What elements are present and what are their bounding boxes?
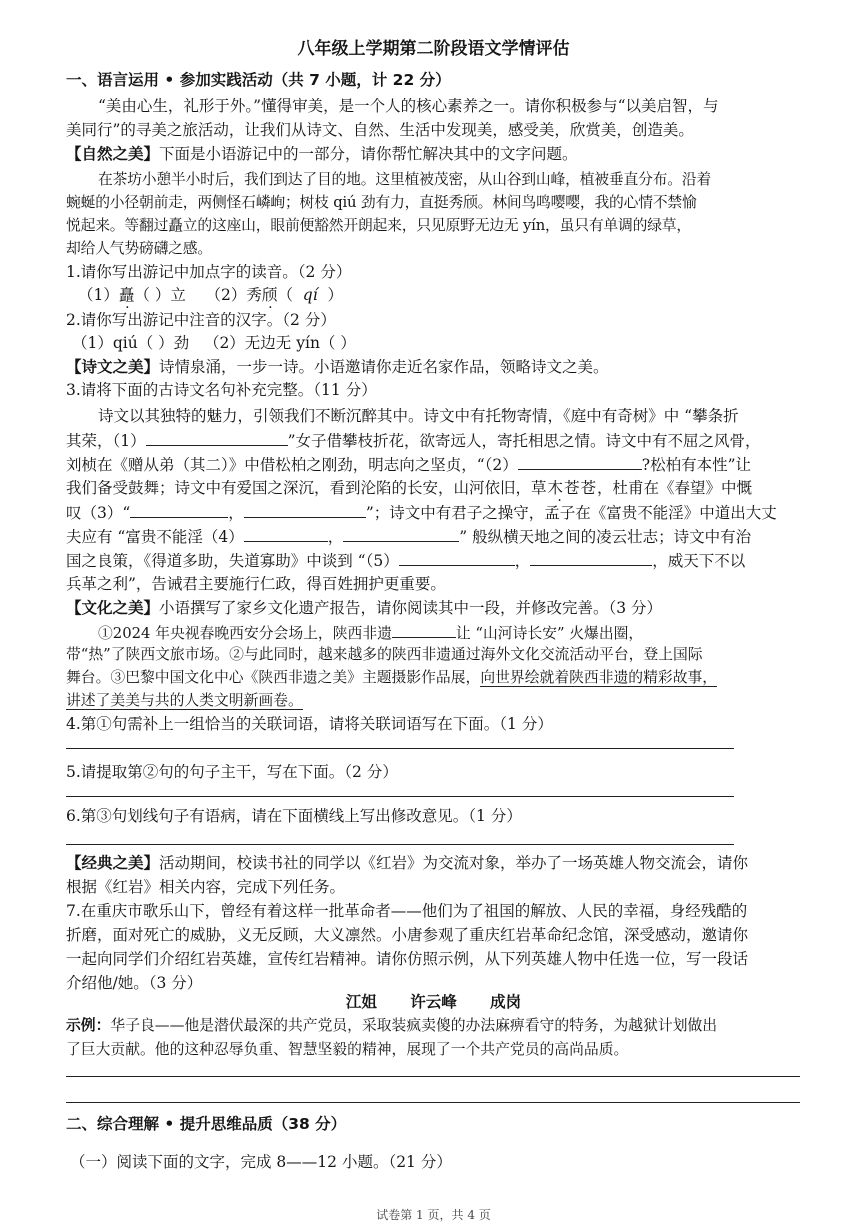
- q1-item-1-blank[interactable]: （ ）立: [134, 286, 186, 304]
- travel-line-4: 却给人气势磅礴之感。: [66, 240, 212, 257]
- nature-prompt: [66, 144, 578, 164]
- q1-item-1-label: （1）: [78, 286, 119, 304]
- q3-line-6-tail: ” 般纵横天地之间的凌云壮志；诗文中有治: [459, 528, 752, 546]
- culture-underlined-sentence: 向世界绘就着陕西非遗的精彩故事，: [480, 669, 718, 686]
- q1-handwritten-answer[interactable]: qí: [302, 286, 318, 304]
- q7-line-3: 一起向同学们介绍红岩英雄，宣传红岩精神。请你仿照示例，从下列英雄人物中任选一位，写一段话: [66, 950, 749, 968]
- example-line-2: 了巨大贡献。他的这种忍辱负重、智慧坚毅的精神，展现了一个共产党员的高尚品质。: [66, 1041, 629, 1058]
- q2-item-2[interactable]: （2）无边无 yín（ ）: [203, 334, 356, 352]
- question-3: 3.请将下面的古诗文名句补充完整。（11 分）: [66, 381, 377, 399]
- q7-answer-line-1[interactable]: [66, 1076, 800, 1077]
- culture-underlined-sentence-end: 讲述了美美与共的人类文明新画卷。: [66, 692, 303, 709]
- q3-line-3-text: 刘桢在《赠从弟（其二）》中借松柏之刚劲，明志向之坚贞，“（2）: [66, 456, 518, 474]
- q3-comma: ，: [514, 552, 531, 570]
- classic-text: 活动期间，校读书社的同学以《红岩》为交流对象，举办了一场英雄人物交流会，请你: [159, 854, 749, 872]
- q3-line-1: 诗文以其独特的魅力，引领我们不断沉醉其中。诗文中有托物寄情，《庭中有奇树》中 “攀条折: [98, 407, 739, 425]
- q4-answer-line[interactable]: [66, 748, 734, 749]
- q6-answer-line[interactable]: [66, 844, 734, 845]
- q7-line-4: 介绍他/她。（3 分）: [66, 974, 203, 992]
- q3-blank-5b[interactable]: [530, 550, 652, 566]
- q3-line-4-text: 我们备受鼓舞；诗文中有爱国之深沉，看到沦陷的长安，山河依旧，: [66, 479, 532, 497]
- travel-line-2: 蜿蜒的小径朝前走，两侧怪石嶙峋；树枝 qiú 劲有力，直挺秀颀。林间鸟鸣嘤嘤，我的心情不禁愉: [66, 194, 697, 211]
- culture-line-4: [66, 691, 303, 711]
- culture-text: 小语撰写了家乡文化遗产报告，请你阅读其中一段，并修改完善。（3 分）: [159, 599, 663, 617]
- q1-item-1-char: 矗: [118, 286, 135, 304]
- question-6: 6.第③句划线句子有语病，请在下面横线上写出修改意见。（1 分）: [66, 807, 522, 825]
- q3-line-3-tail: ?松柏有本性”让: [641, 456, 752, 474]
- q7-line-1: 7.在重庆市歌乐山下，曾经有着这样一批革命者——他们为了祖国的解放、人民的幸福，身经残酷的: [66, 902, 748, 920]
- intro-line-1: “美由心生，礼形于外。”懂得审美，是一个人的核心素养之一。请你积极参与“以美启智，与: [98, 97, 719, 115]
- section2-sub: （一）阅读下面的文字，完成 8——12 小题。（21 分）: [70, 1153, 452, 1171]
- question-4: 4.第①句需补上一组恰当的关联词语，请将关联词语写在下面。（1 分）: [66, 715, 553, 733]
- q7-line-2: 折磨，面对死亡的威胁，义无反顾，大义凛然。小唐参观了重庆红岩革命纪念馆，深受感动，邀请你: [66, 926, 749, 944]
- culture-line-3-text: 舞台。③巴黎中国文化中心《陕西非遗之美》主题摄影作品展，: [66, 669, 481, 686]
- q3-blank-2[interactable]: [518, 454, 642, 470]
- example-tag: 示例：: [66, 1017, 111, 1034]
- classic-line-2: 根据《红岩》相关内容，完成下列任务。: [66, 878, 346, 896]
- q3-line-5: [66, 502, 777, 523]
- q3-blank-5a[interactable]: [399, 550, 515, 566]
- q3-line-2-text: ”女子借攀枝折花，欲寄远人，寄托相思之情。诗文中有不屈之风骨，: [287, 432, 761, 450]
- classic-prompt: [66, 853, 748, 873]
- q3-line-3: [66, 454, 751, 475]
- travel-line-3: 悦起来。等翻过矗立的这座山，眼前便豁然开朗起来，只见原野无边无 yín，虽只有单调的绿草，: [66, 217, 692, 234]
- q3-line-4: [66, 478, 752, 498]
- q1-item-2-label: （2）秀: [205, 286, 262, 304]
- hero-options: 江姐 许云峰 成岗: [345, 993, 522, 1011]
- culture-line-1-text: ①2024 年央视春晚西安分会场上，陕西非遗: [98, 625, 392, 642]
- q2-answer-row: [72, 333, 356, 353]
- q3-blank-5-label: 国之良策，《得道多助，失道寡助》中谈到 “（5）: [66, 552, 399, 570]
- q3-line-2: [66, 430, 761, 451]
- culture-blank[interactable]: [392, 622, 456, 638]
- culture-line-3: [66, 668, 717, 688]
- section1-heading: 一、语言运用 • 参加实践活动（共 7 小题，计 22 分）: [66, 71, 451, 89]
- q3-blank-4-label: 夫应有 “富贵不能淫（4）: [66, 528, 244, 546]
- q3-comma: ，: [228, 504, 244, 522]
- q3-blank-3a[interactable]: [130, 502, 228, 518]
- poem-prompt: [66, 357, 609, 377]
- q3-line-5-tail: ”；诗文中有君子之操守，孟子在《富贵不能淫》中道出大丈: [365, 504, 777, 522]
- travel-line-1: 在茶坊小憩半小时后，我们到达了目的地。这里植被茂密，从山谷到山峰，植被垂直分布。沿着: [98, 171, 712, 188]
- q3-line-6: [66, 526, 751, 547]
- q3-line-4-tail: ，杜甫在《春望》中慨: [597, 479, 753, 497]
- q3-comma: ，: [327, 528, 344, 546]
- q3-blank-4b[interactable]: [343, 526, 459, 542]
- poem-text: 诗情泉涌，一步一诗。小语邀请你走近名家作品，领略诗文之美。: [159, 358, 609, 376]
- q2-item-1[interactable]: （1）qiú（ ）劲: [72, 334, 190, 352]
- q3-line-7-tail: ，威天下不以: [652, 552, 746, 570]
- page-footer: 试卷第 1 页，共 4 页: [376, 1208, 491, 1222]
- nature-text: 下面是小语游记中的一部分，请你帮忙解决其中的文字问题。: [159, 145, 578, 163]
- q3-blank-1-label: 其荣，（1）: [66, 432, 146, 450]
- q5-answer-line[interactable]: [66, 796, 734, 797]
- q3-blank-3b[interactable]: [244, 502, 366, 518]
- q1-answer-row: （1）矗（ ）立 （2）秀颀（ qí ）: [78, 286, 344, 304]
- nature-tag: 【自然之美】: [66, 145, 160, 163]
- q3-line-8: 兵革之利”，告诫君主要施行仁政，得百姓拥护更重要。: [66, 575, 446, 593]
- question-5: 5.请提取第②句的句子主干，写在下面。（2 分）: [66, 763, 398, 781]
- q3-line-7: [66, 550, 745, 571]
- q3-blank-3-label: 叹（3）“: [66, 504, 131, 522]
- poem-tag: 【诗文之美】: [66, 358, 160, 376]
- example-line-1: [66, 1016, 717, 1036]
- culture-line-1: [98, 622, 643, 644]
- intro-line-2: 美同行”的寻美之旅活动，让我们从诗文、自然、生活中发现美，感受美，欣赏美，创造美。: [66, 121, 694, 139]
- q7-answer-line-2[interactable]: [66, 1102, 800, 1103]
- question-2: 2.请你写出游记中注音的汉字。（2 分）: [66, 311, 336, 329]
- q3-blank-1[interactable]: [146, 430, 288, 446]
- q1-item-2-char: 颀: [261, 286, 278, 304]
- page-title: 八年级上学期第二阶段语文学情评估: [297, 39, 570, 59]
- culture-tag: 【文化之美】: [66, 599, 160, 617]
- culture-prompt: [66, 598, 662, 618]
- classic-tag: 【经典之美】: [66, 854, 160, 872]
- q3-blank-4a[interactable]: [244, 526, 328, 542]
- question-1: 1.请你写出游记中加点字的读音。（2 分）: [66, 263, 352, 281]
- culture-line-1-tail: 让 “山河诗长安” 火爆出圈，: [455, 625, 644, 642]
- section2-heading: 二、综合理解 • 提升思维品质（38 分）: [66, 1115, 347, 1133]
- example-text-1: 华子良——他是潜伏最深的共产党员，采取装疯卖傻的办法麻痹看守的特务，为越狱计划做出: [110, 1017, 718, 1034]
- q3-dotted-phrase: 草木苍苍: [531, 479, 598, 497]
- culture-line-2: 带“热”了陕西文旅市场。②与此同时，越来越多的陕西非遗通过海外文化交流活动平台，登上国际: [66, 646, 703, 663]
